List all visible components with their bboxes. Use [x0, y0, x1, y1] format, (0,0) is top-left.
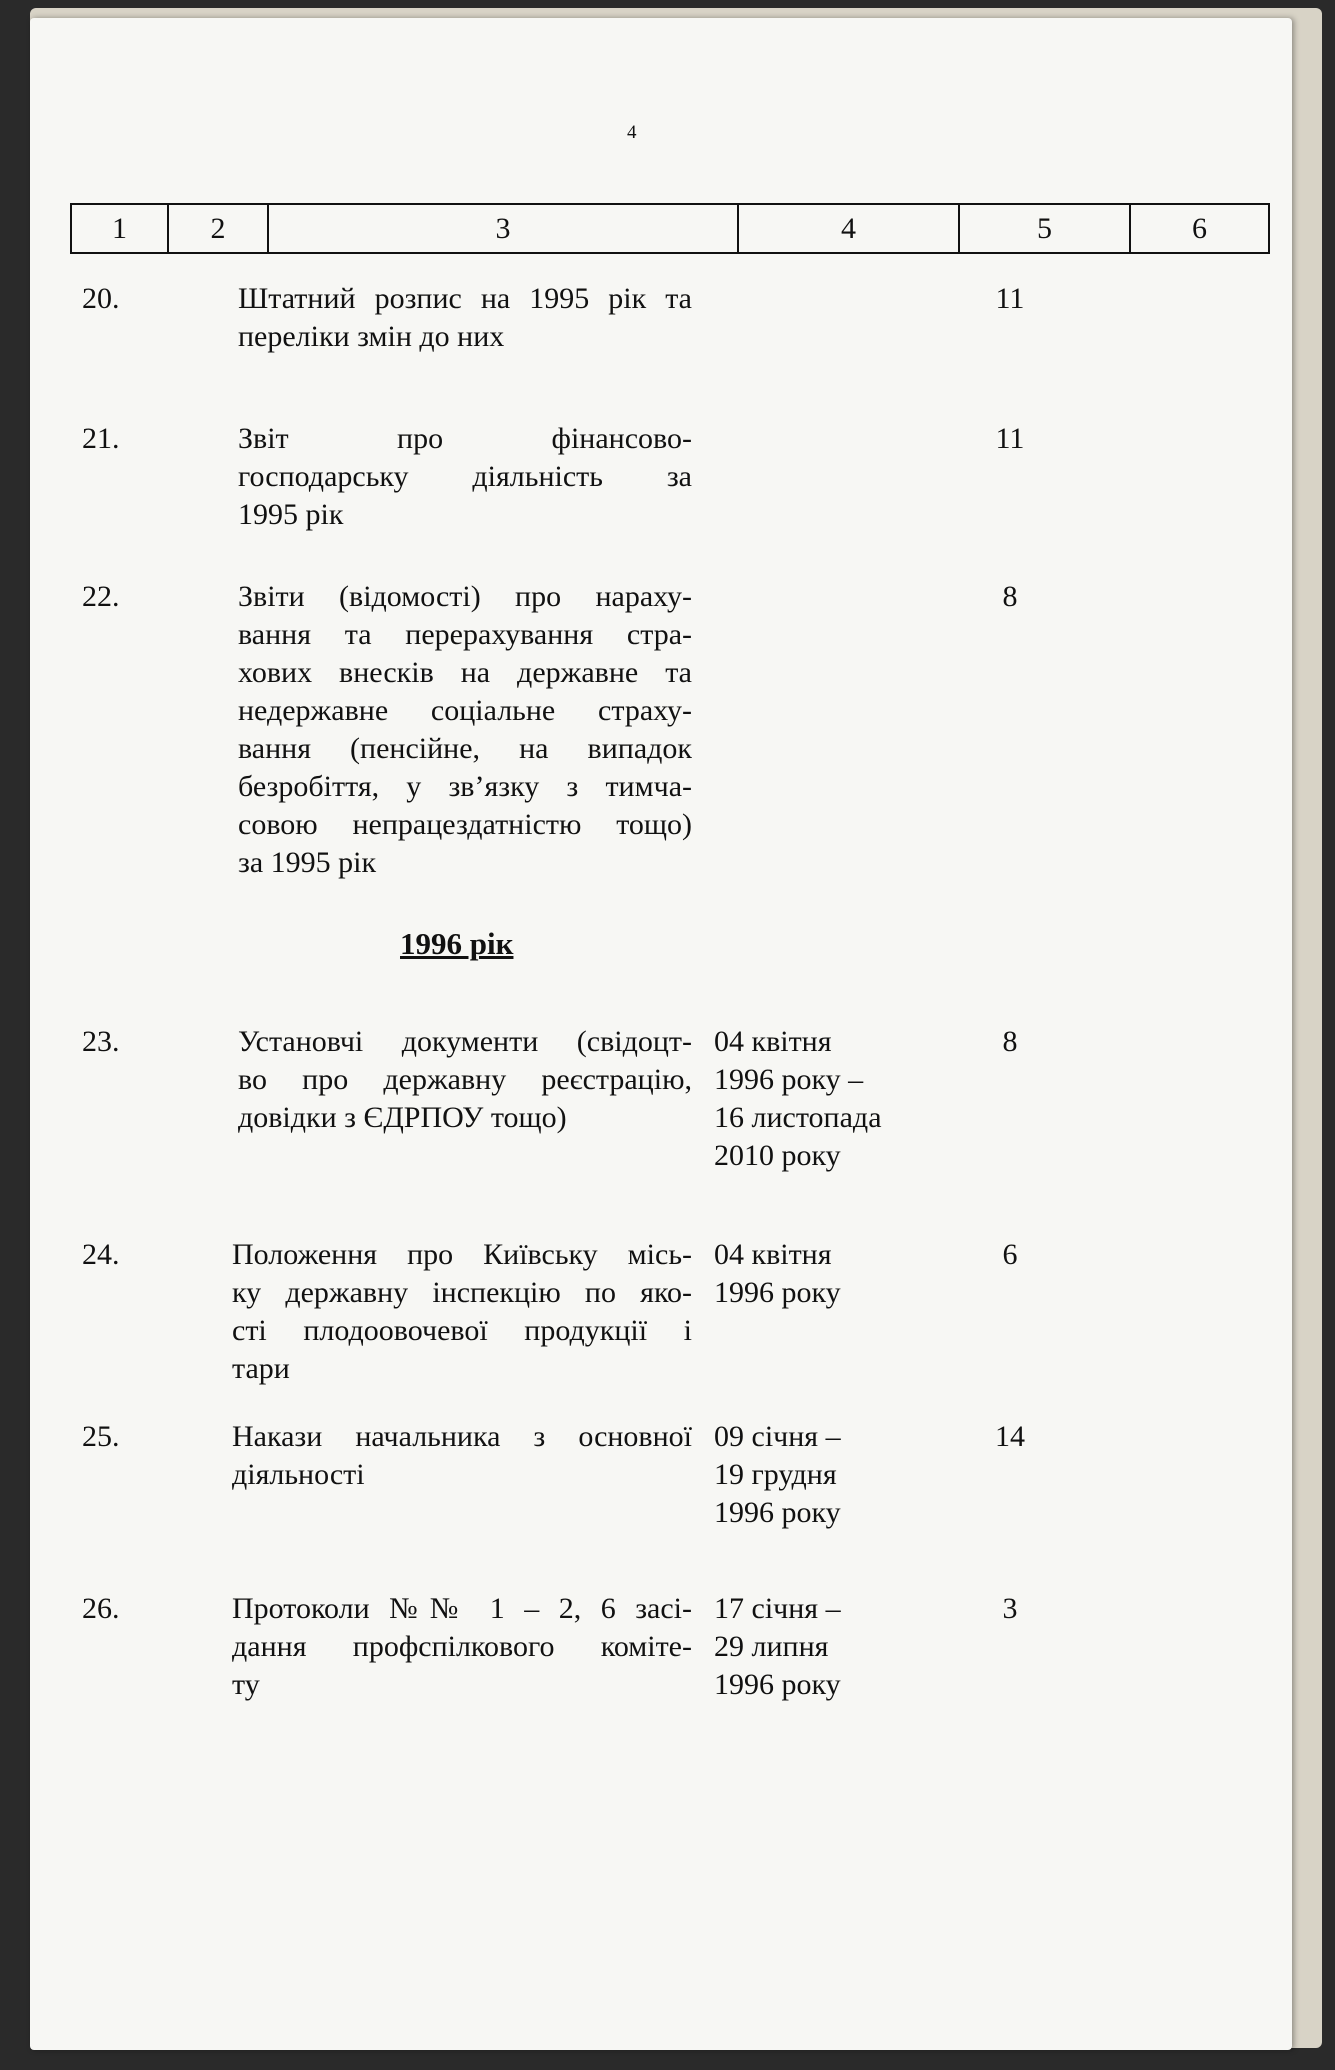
column-header-5: 5 — [959, 204, 1130, 253]
record-dates — [714, 1236, 924, 1312]
title-line: сті плодоовочевої продукції і — [232, 1314, 692, 1347]
record-dates — [714, 1590, 924, 1704]
record-count: 14 — [995, 1420, 1025, 1453]
date-line: 29 липня — [714, 1630, 829, 1663]
title-line: Звіт про фінансово- — [238, 422, 692, 455]
date-line: 19 грудня — [714, 1458, 837, 1491]
record-count: 8 — [1002, 580, 1018, 613]
record-title — [232, 1590, 692, 1704]
title-line: діяльності — [232, 1458, 365, 1491]
title-line: господарську діяльність за — [238, 460, 692, 493]
title-line: совою непрацездатністю тощо) — [238, 808, 692, 841]
title-line: вання та перерахування стра- — [238, 618, 692, 651]
title-line: Установчі документи (свідоцт- — [238, 1025, 692, 1058]
record-title — [238, 1023, 692, 1137]
date-line: 17 січня – — [714, 1592, 841, 1625]
date-line: 2010 року — [714, 1139, 841, 1172]
date-line: 1996 року — [714, 1668, 841, 1701]
record-number: 21. — [82, 422, 120, 455]
record-count: 8 — [1002, 1025, 1018, 1058]
record-number: 26. — [82, 1592, 120, 1625]
column-header-table — [70, 203, 1270, 254]
record-count: 6 — [1002, 1238, 1018, 1271]
date-line: 1996 року – — [714, 1063, 864, 1096]
column-header-1: 1 — [71, 204, 168, 253]
title-line: недержавне соціальне страху- — [238, 694, 692, 727]
title-line: Звіти (відомості) про нараху- — [238, 580, 692, 613]
page-number: 4 — [627, 122, 637, 143]
section-heading-1996: 1996 рік — [400, 926, 514, 961]
title-line: переліки змін до них — [238, 320, 505, 353]
record-dates — [714, 1418, 924, 1532]
title-line: безробіття, у зв’язку з тимча- — [238, 770, 692, 803]
title-line: Штатний розпис на 1995 рік та — [238, 282, 692, 315]
record-number: 24. — [82, 1238, 120, 1271]
date-line: 1996 року — [714, 1496, 841, 1529]
record-dates — [714, 1023, 924, 1175]
date-line: 16 листопада — [714, 1101, 882, 1134]
title-line: Накази начальника з основної — [232, 1420, 692, 1453]
title-line: вання (пенсійне, на випадок — [238, 732, 692, 765]
date-line: 04 квітня — [714, 1025, 832, 1058]
record-title — [238, 578, 692, 882]
record-number: 25. — [82, 1420, 120, 1453]
record-title — [238, 280, 692, 356]
record-count: 11 — [995, 282, 1025, 315]
column-header-2: 2 — [168, 204, 268, 253]
title-line: Положення про Київську місь- — [232, 1238, 692, 1271]
record-number: 22. — [82, 580, 120, 613]
column-header-3: 3 — [268, 204, 738, 253]
record-title — [232, 1418, 692, 1494]
document-page — [30, 18, 1292, 2050]
title-line: хових внесків на державне та — [238, 656, 692, 689]
record-title — [238, 420, 692, 534]
title-line: тари — [232, 1352, 290, 1385]
record-count: 3 — [1002, 1592, 1018, 1625]
record-count: 11 — [995, 422, 1025, 455]
date-line: 09 січня – — [714, 1420, 841, 1453]
title-line: 1995 рік — [238, 498, 344, 531]
title-line: ту — [232, 1668, 260, 1701]
title-line: за 1995 рік — [238, 846, 377, 879]
title-line: довідки з ЄДРПОУ тощо) — [238, 1101, 567, 1134]
column-header-4: 4 — [738, 204, 959, 253]
title-line: Протоколи №№ 1 – 2, 6 засі- — [232, 1592, 692, 1625]
record-number: 20. — [82, 282, 120, 315]
title-line: дання профспілкового коміте- — [232, 1630, 692, 1663]
title-line: во про державну реєстрацію, — [238, 1063, 692, 1096]
record-title — [232, 1236, 692, 1388]
date-line: 04 квітня — [714, 1238, 832, 1271]
title-line: ку державну інспекцію по яко- — [232, 1276, 692, 1309]
record-number: 23. — [82, 1025, 120, 1058]
date-line: 1996 року — [714, 1276, 841, 1309]
column-header-6: 6 — [1130, 204, 1269, 253]
